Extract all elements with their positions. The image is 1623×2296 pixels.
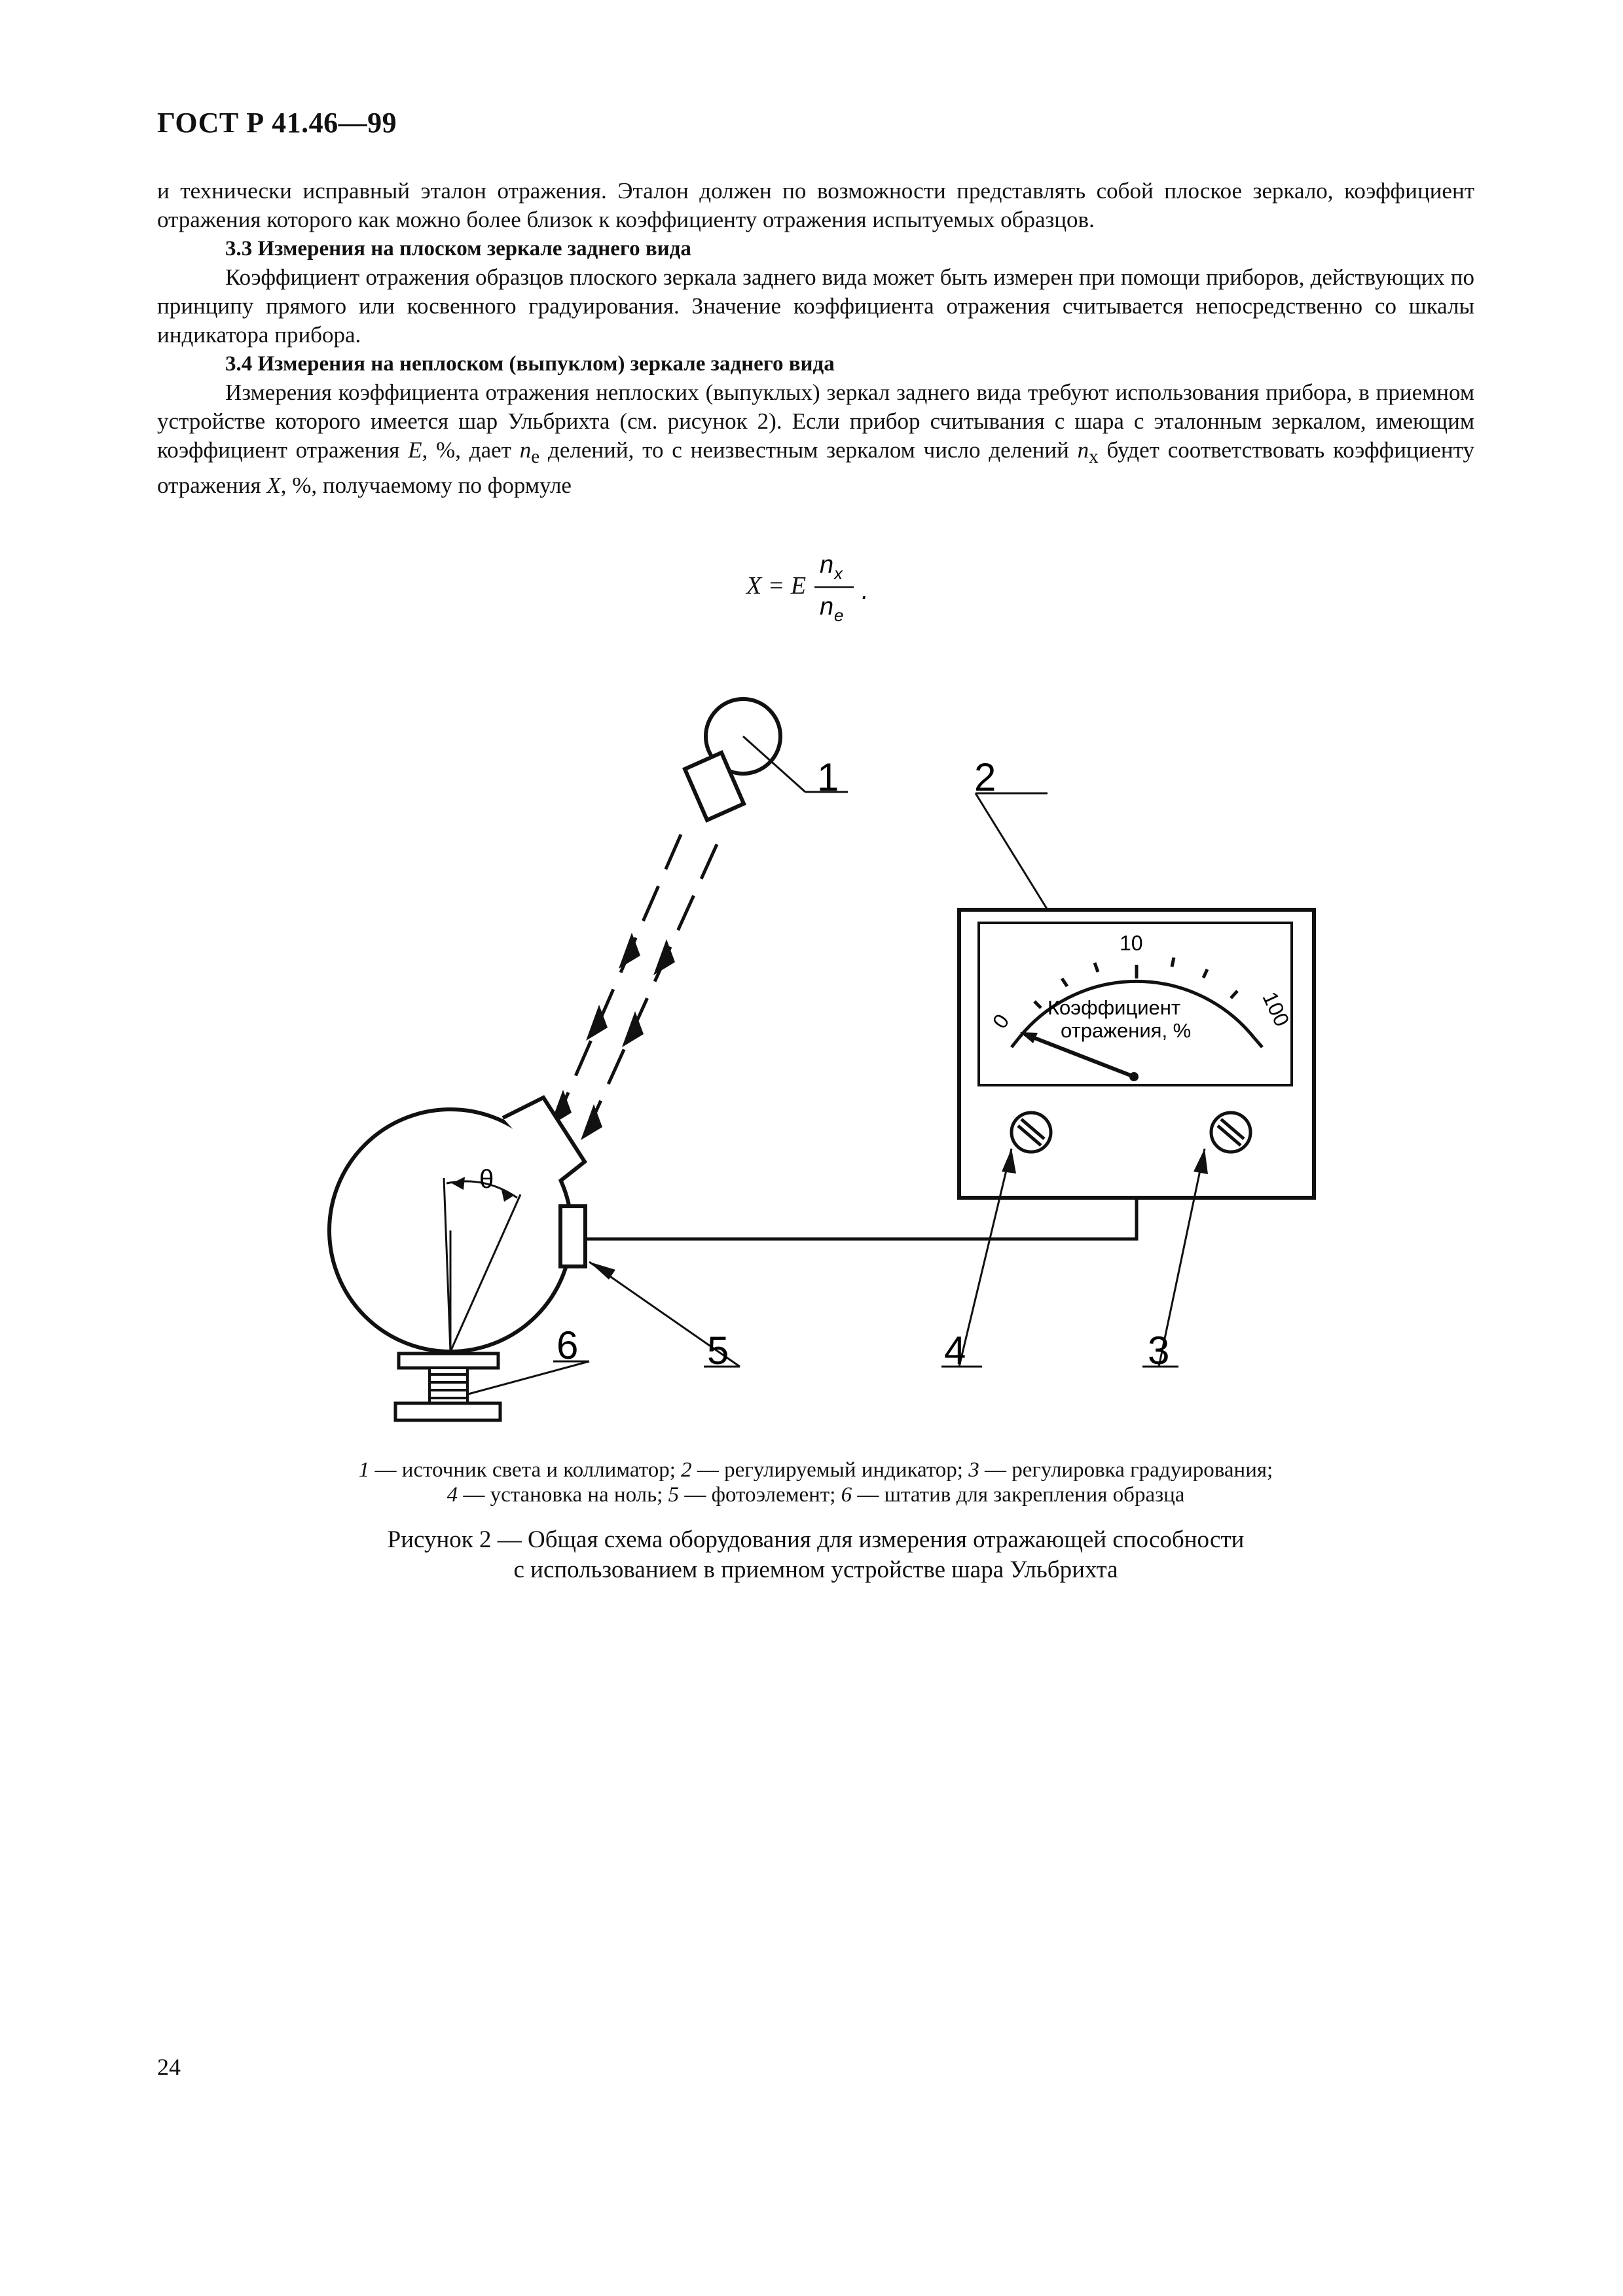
callout-label-2: 2 [974, 755, 996, 799]
legend-num-1: 1 [358, 1458, 370, 1482]
sub-x: x [1089, 446, 1099, 467]
var-E: E [408, 437, 422, 463]
paragraph-1: и технически исправный эталон отражения. Эталон должен по возможности представлять собой плоское зеркало, коэффициент отражения которого как можно более близок к коэффициенту отражения испытуемых образцов. [157, 178, 1474, 232]
section-heading-3-3: 3.3 Измерения на плоском зеркале заднего вида [225, 237, 691, 260]
dial-tick-10: 10 [1120, 931, 1143, 955]
light-beam-arrows [547, 834, 717, 1155]
paragraph-3-text-c: делений, то с неизвестным зеркалом число делений [539, 437, 1078, 463]
paragraph-3-text-a: Измерения коэффициента отражения неплоских (выпуклых) зеркал заднего вида требуют использования прибора, в приемном устройстве которого имеется шар Ульбрихта (см. рисунок 2). Если прибор считывания с шара с эталонным зеркалом, имеющим коэффициент отражения [157, 380, 1474, 463]
signal-cable [585, 1198, 1137, 1239]
arrow-heads [550, 933, 675, 1140]
paragraph-3-text-d: будет соответствовать коэффициенту отражения [157, 437, 1474, 498]
sub-e: e [531, 446, 540, 467]
photoelement [560, 1206, 585, 1266]
legend-num-3: 3 [968, 1458, 979, 1482]
dial-tick-0: 0 [987, 1009, 1014, 1033]
dial-tick-100: 100 [1258, 988, 1294, 1030]
formula-num-sub: x [834, 564, 843, 583]
needle-pivot [1129, 1072, 1139, 1081]
figure-title-line1: Рисунок 2 — Общая схема оборудования для измерения отражающей способности [387, 1526, 1245, 1553]
paragraph-3-text-b: , %, дает [422, 437, 520, 463]
legend-num-6: 6 [841, 1483, 852, 1507]
sample-stand [395, 1354, 500, 1420]
callout-label-6: 6 [556, 1323, 579, 1367]
dial-caption-line1: Коэффициент [1048, 996, 1181, 1019]
var-n: n [519, 437, 532, 463]
callout-label-3: 3 [1148, 1329, 1170, 1372]
var-n2: n [1077, 437, 1089, 463]
section-heading-3-4: 3.4 Измерения на неплоском (выпуклом) зеркале заднего вида [225, 352, 835, 376]
legend-text-1: — источник света и коллиматор; [369, 1458, 682, 1482]
callout-label-5: 5 [707, 1329, 729, 1372]
callout-label-4: 4 [944, 1329, 966, 1372]
paragraph-3-text-f: , %, получаемому по формуле [280, 473, 572, 498]
callout-label-1: 1 [817, 755, 839, 799]
legend-text-3: — регулировка градуирования; [979, 1458, 1273, 1482]
zero-adjust-knob [1012, 1113, 1051, 1152]
legend-text-5: — фотоэлемент; [679, 1483, 841, 1507]
formula-den-sub: e [834, 605, 844, 625]
paragraph-2: Коэффициент отражения образцов плоского зеркала заднего вида может быть измерен при помощи приборов, действующих по принципу прямого или косвенного градуирования. Значение коэффициента отражения считывается непосредственно со шкалы индикатора прибора. [157, 264, 1474, 348]
legend-num-2: 2 [681, 1458, 692, 1482]
figure-title-line2: с использованием в приемном устройстве шара Ульбрихта [513, 1556, 1118, 1583]
formula-lhs: X = E [746, 572, 807, 600]
dial-caption-line2: отражения, % [1061, 1019, 1192, 1042]
figure-legend-line1 [157, 1457, 1474, 1483]
legend-num-4: 4 [447, 1483, 458, 1507]
figure-title [157, 1525, 1474, 1585]
page-number: 24 [157, 2054, 181, 2080]
formula-num-n: n [820, 551, 834, 579]
legend-text-4: — установка на ноль; [458, 1483, 668, 1507]
legend-text-2: — регулируемый индикатор; [691, 1458, 969, 1482]
legend-text-6: — штатив для закрепления образца [852, 1483, 1185, 1507]
formula-period: . [862, 577, 869, 605]
theta-angle-label: θ [479, 1165, 494, 1194]
var-X: X [266, 473, 281, 498]
formula-den-n: n [820, 593, 834, 620]
calibration-knob [1211, 1113, 1250, 1152]
document-header: ГОСТ Р 41.46—99 [157, 107, 397, 139]
ulbricht-sphere [329, 1098, 585, 1352]
figure-legend-line2 [157, 1482, 1474, 1508]
legend-num-5: 5 [668, 1483, 680, 1507]
